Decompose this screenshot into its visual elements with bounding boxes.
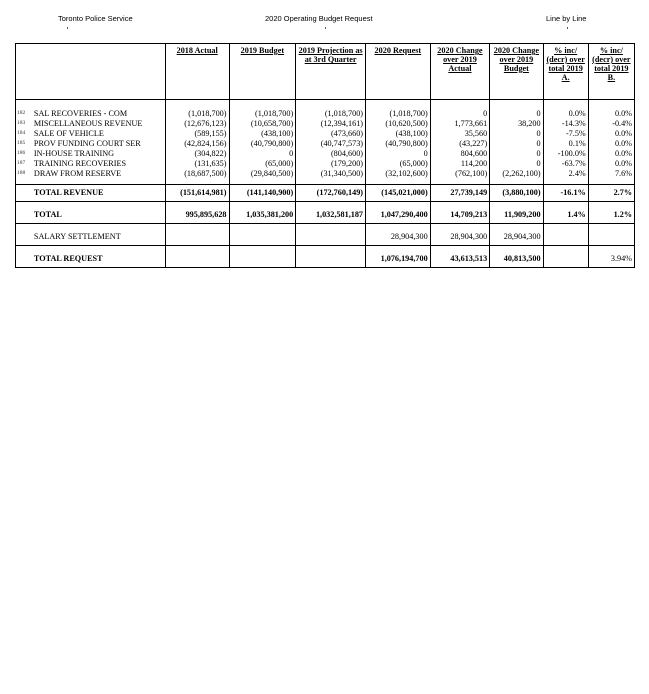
table-cell xyxy=(165,229,229,246)
table-row xyxy=(16,149,635,159)
table-cell: 0 xyxy=(490,139,543,149)
table-cell xyxy=(543,251,588,268)
table-cell: 3.94% xyxy=(588,251,634,268)
table-cell: (32,102,600) xyxy=(366,169,431,179)
line-label: PROV FUNDING COURT SER xyxy=(32,139,165,149)
row-spacer xyxy=(16,229,32,246)
table-cell: (31,340,500) xyxy=(296,169,366,179)
header-row xyxy=(16,44,635,100)
table-cell: (10,658,700) xyxy=(229,119,296,129)
table-cell: 40,813,500 xyxy=(490,251,543,268)
table-cell: 14,709,213 xyxy=(430,207,490,224)
table-cell: 1,076,194,700 xyxy=(366,251,431,268)
table-cell: (804,600) xyxy=(296,149,366,159)
label-header xyxy=(16,44,166,100)
table-row xyxy=(16,109,635,119)
table-cell: (762,100) xyxy=(430,169,490,179)
report-subtitle: Line by Line xyxy=(546,14,587,23)
table-cell: 11,909,200 xyxy=(490,207,543,224)
line-label: SAL RECOVERIES - COM xyxy=(32,109,165,119)
table-cell: 38,200 xyxy=(490,119,543,129)
table-row xyxy=(16,169,635,179)
table-cell: 0.0% xyxy=(588,129,634,139)
table-cell: 0.0% xyxy=(588,109,634,119)
table-cell: 35,560 xyxy=(430,129,490,139)
organization-name: Toronto Police Service xyxy=(58,14,133,23)
table-cell xyxy=(229,229,296,246)
table-cell: (12,676,123) xyxy=(165,119,229,129)
salary-settlement-row xyxy=(16,229,635,246)
col-header-2018-actual: 2018 Actual xyxy=(165,44,229,100)
row-spacer xyxy=(16,185,32,202)
table-cell: (65,000) xyxy=(229,159,296,169)
table-cell: (1,018,700) xyxy=(165,109,229,119)
table-cell: 1,035,381,200 xyxy=(229,207,296,224)
table-row xyxy=(16,159,635,169)
table-cell: (131,635) xyxy=(165,159,229,169)
table-cell: 0.0% xyxy=(588,139,634,149)
total-revenue-row xyxy=(16,185,635,202)
row-label: TOTAL REVENUE xyxy=(32,185,165,202)
line-label: IN-HOUSE TRAINING xyxy=(32,149,165,159)
table-cell: (172,760,149) xyxy=(296,185,366,202)
line-code: 184 xyxy=(16,129,32,139)
col-header-change-budget: 2020 Change over 2019 Budget xyxy=(490,44,543,100)
col-header-pct-budget: % inc/ (decr) over total 2019 B. xyxy=(588,44,634,100)
table-row xyxy=(16,139,635,149)
col-header-2019-projection: 2019 Projection as at 3rd Quarter xyxy=(296,44,366,100)
table-cell: (3,880,100) xyxy=(490,185,543,202)
line-code: 185 xyxy=(16,139,32,149)
header-tick-mark xyxy=(67,27,68,29)
col-header-2020-request: 2020 Request xyxy=(366,44,431,100)
table-cell: 28,904,300 xyxy=(490,229,543,246)
line-code: 186 xyxy=(16,149,32,159)
row-label: TOTAL xyxy=(32,207,165,224)
table-cell: -14.3% xyxy=(543,119,588,129)
table-cell xyxy=(229,251,296,268)
table-cell: 28,904,300 xyxy=(366,229,431,246)
table-cell: 0 xyxy=(490,109,543,119)
row-spacer xyxy=(16,251,32,268)
table-cell: 0 xyxy=(229,149,296,159)
table-cell: (40,747,573) xyxy=(296,139,366,149)
table-cell: (43,227) xyxy=(430,139,490,149)
col-header-2019-budget: 2019 Budget xyxy=(229,44,296,100)
table-cell: (1,018,700) xyxy=(296,109,366,119)
line-code: 182 xyxy=(16,109,32,119)
budget-table xyxy=(15,43,635,268)
line-label: SALE OF VEHICLE xyxy=(32,129,165,139)
table-cell: 1,032,581,187 xyxy=(296,207,366,224)
table-cell: -63.7% xyxy=(543,159,588,169)
table-cell: (18,687,500) xyxy=(165,169,229,179)
table-cell: 0 xyxy=(490,149,543,159)
table-cell: 995,895,628 xyxy=(165,207,229,224)
table-cell: 114,200 xyxy=(430,159,490,169)
table-cell: -0.4% xyxy=(588,119,634,129)
table-cell: (1,018,700) xyxy=(229,109,296,119)
row-spacer xyxy=(16,207,32,224)
line-code: 187 xyxy=(16,159,32,169)
table-cell: (179,200) xyxy=(296,159,366,169)
table-cell: 1.2% xyxy=(588,207,634,224)
table-cell: 0.0% xyxy=(543,109,588,119)
table-cell: 1.4% xyxy=(543,207,588,224)
table-cell: 0 xyxy=(490,129,543,139)
table-cell: (473,660) xyxy=(296,129,366,139)
table-cell: (40,790,800) xyxy=(366,139,431,149)
line-label: TRAINING RECOVERIES xyxy=(32,159,165,169)
table-cell: 0 xyxy=(430,109,490,119)
table-cell xyxy=(165,251,229,268)
table-cell: 1,773,661 xyxy=(430,119,490,129)
table-cell: 1,047,290,400 xyxy=(366,207,431,224)
table-cell xyxy=(588,229,634,246)
table-cell: 7.6% xyxy=(588,169,634,179)
table-cell: (304,822) xyxy=(165,149,229,159)
table-cell: 2.7% xyxy=(588,185,634,202)
table-cell: (42,824,156) xyxy=(165,139,229,149)
table-cell xyxy=(543,229,588,246)
table-cell: (65,000) xyxy=(366,159,431,169)
table-cell: 804,600 xyxy=(430,149,490,159)
table-cell: (438,100) xyxy=(229,129,296,139)
header-tick-mark xyxy=(567,27,568,29)
table-cell: (2,262,100) xyxy=(490,169,543,179)
col-header-change-actual: 2020 Change over 2019 Actual xyxy=(430,44,490,100)
total-row xyxy=(16,207,635,224)
row-label: TOTAL REQUEST xyxy=(32,251,165,268)
table-cell: 0 xyxy=(366,149,431,159)
table-cell: (12,394,161) xyxy=(296,119,366,129)
table-cell: (10,620,500) xyxy=(366,119,431,129)
table-cell xyxy=(296,229,366,246)
table-cell: 2.4% xyxy=(543,169,588,179)
table-cell: 43,613,513 xyxy=(430,251,490,268)
header-tick-mark xyxy=(325,27,326,29)
table-cell: -100.0% xyxy=(543,149,588,159)
table-row xyxy=(16,119,635,129)
table-cell: (141,140,900) xyxy=(229,185,296,202)
table-cell: (438,100) xyxy=(366,129,431,139)
table-cell xyxy=(296,251,366,268)
line-code: 183 xyxy=(16,119,32,129)
table-cell: -16.1% xyxy=(543,185,588,202)
table-cell: -7.5% xyxy=(543,129,588,139)
table-cell: (145,021,000) xyxy=(366,185,431,202)
table-cell: (29,840,500) xyxy=(229,169,296,179)
row-label: SALARY SETTLEMENT xyxy=(32,229,165,246)
col-header-pct-actual: % inc/ (decr) over total 2019 A. xyxy=(543,44,588,100)
line-label: DRAW FROM RESERVE xyxy=(32,169,165,179)
table-row xyxy=(16,129,635,139)
table-cell: 0.1% xyxy=(543,139,588,149)
line-label: MISCELLANEOUS REVENUE xyxy=(32,119,165,129)
report-title: 2020 Operating Budget Request xyxy=(265,14,373,23)
table-cell: 0.0% xyxy=(588,159,634,169)
table-cell: (589,155) xyxy=(165,129,229,139)
table-cell: 27,739,149 xyxy=(430,185,490,202)
table-cell: 0.0% xyxy=(588,149,634,159)
table-cell: 0 xyxy=(490,159,543,169)
table-cell: (1,018,700) xyxy=(366,109,431,119)
total-request-row xyxy=(16,251,635,268)
line-code: 188 xyxy=(16,169,32,179)
table-cell: (151,614,981) xyxy=(165,185,229,202)
table-cell: 28,904,300 xyxy=(430,229,490,246)
table-cell: (40,790,800) xyxy=(229,139,296,149)
